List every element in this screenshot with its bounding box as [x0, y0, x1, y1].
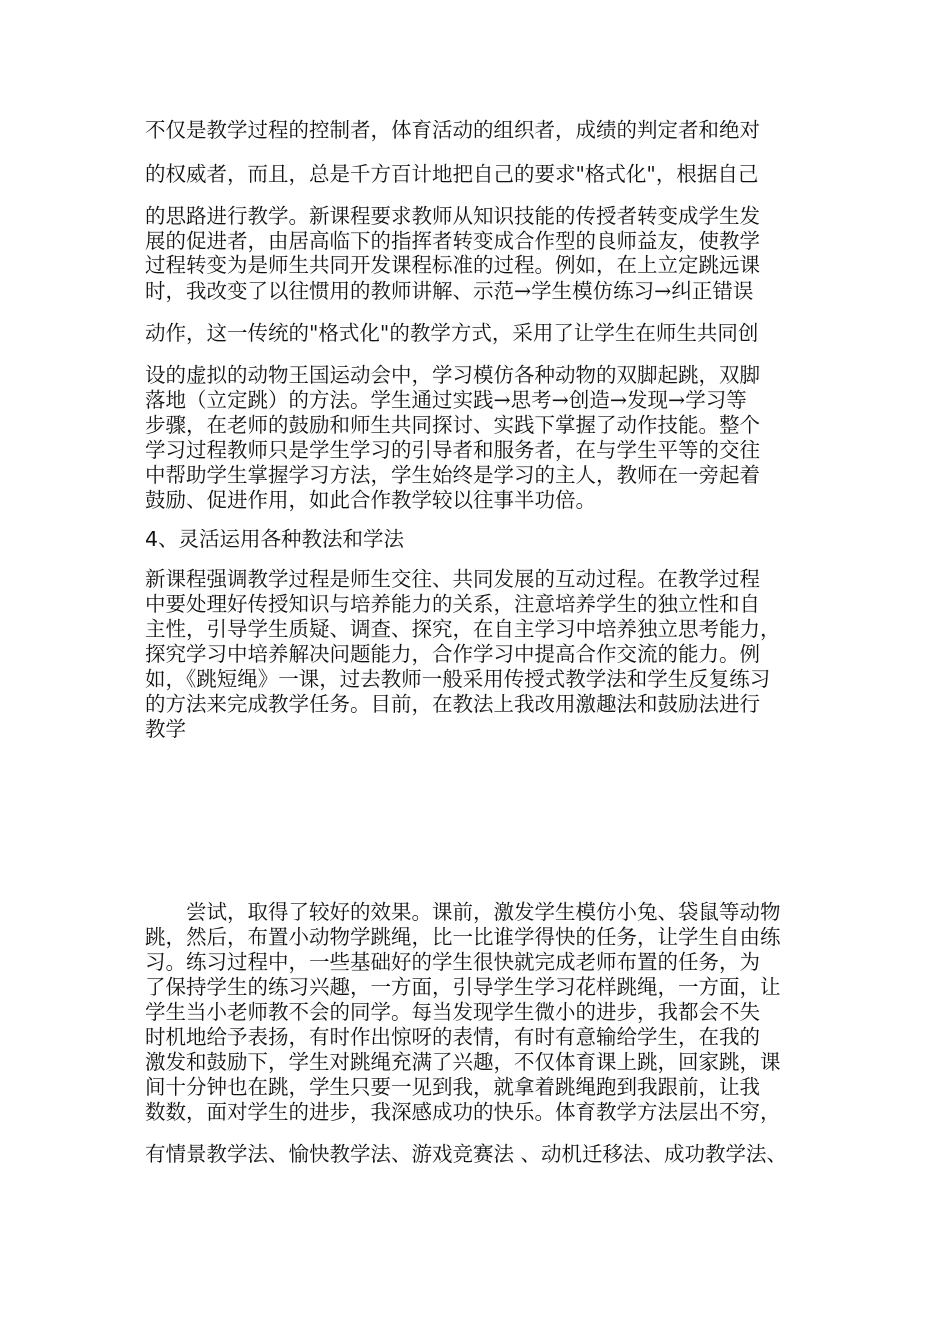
body-text-line: 间十分钟也在跳，学生只要一见到我，就拿着跳绳跑到我跟前，让我 [145, 1075, 760, 1099]
body-text-line: 有情景教学法、愉快教学法、游戏竞赛法 、动机迁移法、成功教学法、 [145, 1142, 788, 1166]
body-text-line: 跳，然后，布置小动物学跳绳，比一比谁学得快的任务，让学生自由练 [145, 925, 781, 949]
body-text-line: 中要处理好传授知识与培养能力的关系，注意培养学生的独立性和自 [145, 592, 760, 616]
body-text-line: 时，我改变了以往惯用的教师讲解、示范→学生模仿练习→纠正错误 [145, 279, 754, 303]
body-text-line: 展的促进者，由居高临下的指挥者转变成合作型的良师益友，使教学 [145, 229, 760, 253]
body-text-line: 不仅是教学过程的控制者，体育活动的组织者，成绩的判定者和绝对 [145, 118, 760, 142]
body-text-line: 设的虚拟的动物王国运动会中，学习模仿各种动物的双脚起跳，双脚 [145, 363, 760, 387]
body-text-line: 的思路进行教学。新课程要求教师从知识技能的传授者转变成学生发 [145, 204, 760, 228]
body-text-line: 教学 [145, 717, 186, 741]
body-text-line: 习。练习过程中，一些基础好的学生很快就完成老师布置的任务，为 [145, 950, 760, 974]
section-heading: 4、灵活运用各种教法和学法 [145, 527, 405, 551]
body-text-line: 落地（立定跳）的方法。学生通过实践→思考→创造→发现→学习等 [145, 388, 747, 412]
body-text-line: 动作，这一传统的"格式化"的教学方式，采用了让学生在师生共同创 [145, 321, 759, 345]
body-text-line: 过程转变为是师生共同开发课程标准的过程。例如，在上立定跳远课 [145, 253, 760, 277]
body-text-line: 数数，面对学生的进步，我深感成功的快乐。体育教学方法层出不穷， [145, 1100, 781, 1124]
body-text-line: 新课程强调教学过程是师生交往、共同发展的互动过程。在教学过程 [145, 567, 760, 591]
body-text-line: 如，《跳短绳》一课，过去教师一般采用传授式教学法和学生反复练习 [145, 667, 771, 691]
body-text-line: 中帮助学生掌握学习方法，学生始终是学习的主人，教师在一旁起着 [145, 463, 760, 487]
body-text-line: 主性，引导学生质疑、调查、探究，在自主学习中培养独立思考能力， [145, 617, 781, 641]
body-text-line: 鼓励、促进作用，如此合作教学较以往事半功倍。 [145, 488, 596, 512]
body-text-line: 学习过程教师只是学生学习的引导者和服务者，在与学生平等的交往 [145, 438, 760, 462]
body-text-line: 了保持学生的练习兴趣，一方面，引导学生学习花样跳绳，一方面，让 [145, 975, 781, 999]
body-text-line: 尝试，取得了较好的效果。课前，激发学生模仿小兔、袋鼠等动物 [145, 900, 781, 924]
body-text-line: 激发和鼓励下，学生对跳绳充满了兴趣，不仅体育课上跳，回家跳，课 [145, 1050, 781, 1074]
body-text-line: 时机地给予表扬，有时作出惊呀的表情，有时有意输给学生，在我的 [145, 1025, 760, 1049]
body-text-line: 学生当小老师教不会的同学。每当发现学生微小的进步，我都会不失 [145, 1000, 760, 1024]
body-text-line: 探究学习中培养解决问题能力，合作学习中提高合作交流的能力。例 [145, 642, 760, 666]
body-text-line: 步骤，在老师的鼓励和师生共同探讨、实践下掌握了动作技能。整个 [145, 413, 760, 437]
body-text-line: 的方法来完成教学任务。目前，在教法上我改用激趣法和鼓励法进行 [145, 692, 760, 716]
body-text-line: 的权威者，而且，总是千方百计地把自己的要求"格式化"，根据自己 [145, 162, 759, 186]
